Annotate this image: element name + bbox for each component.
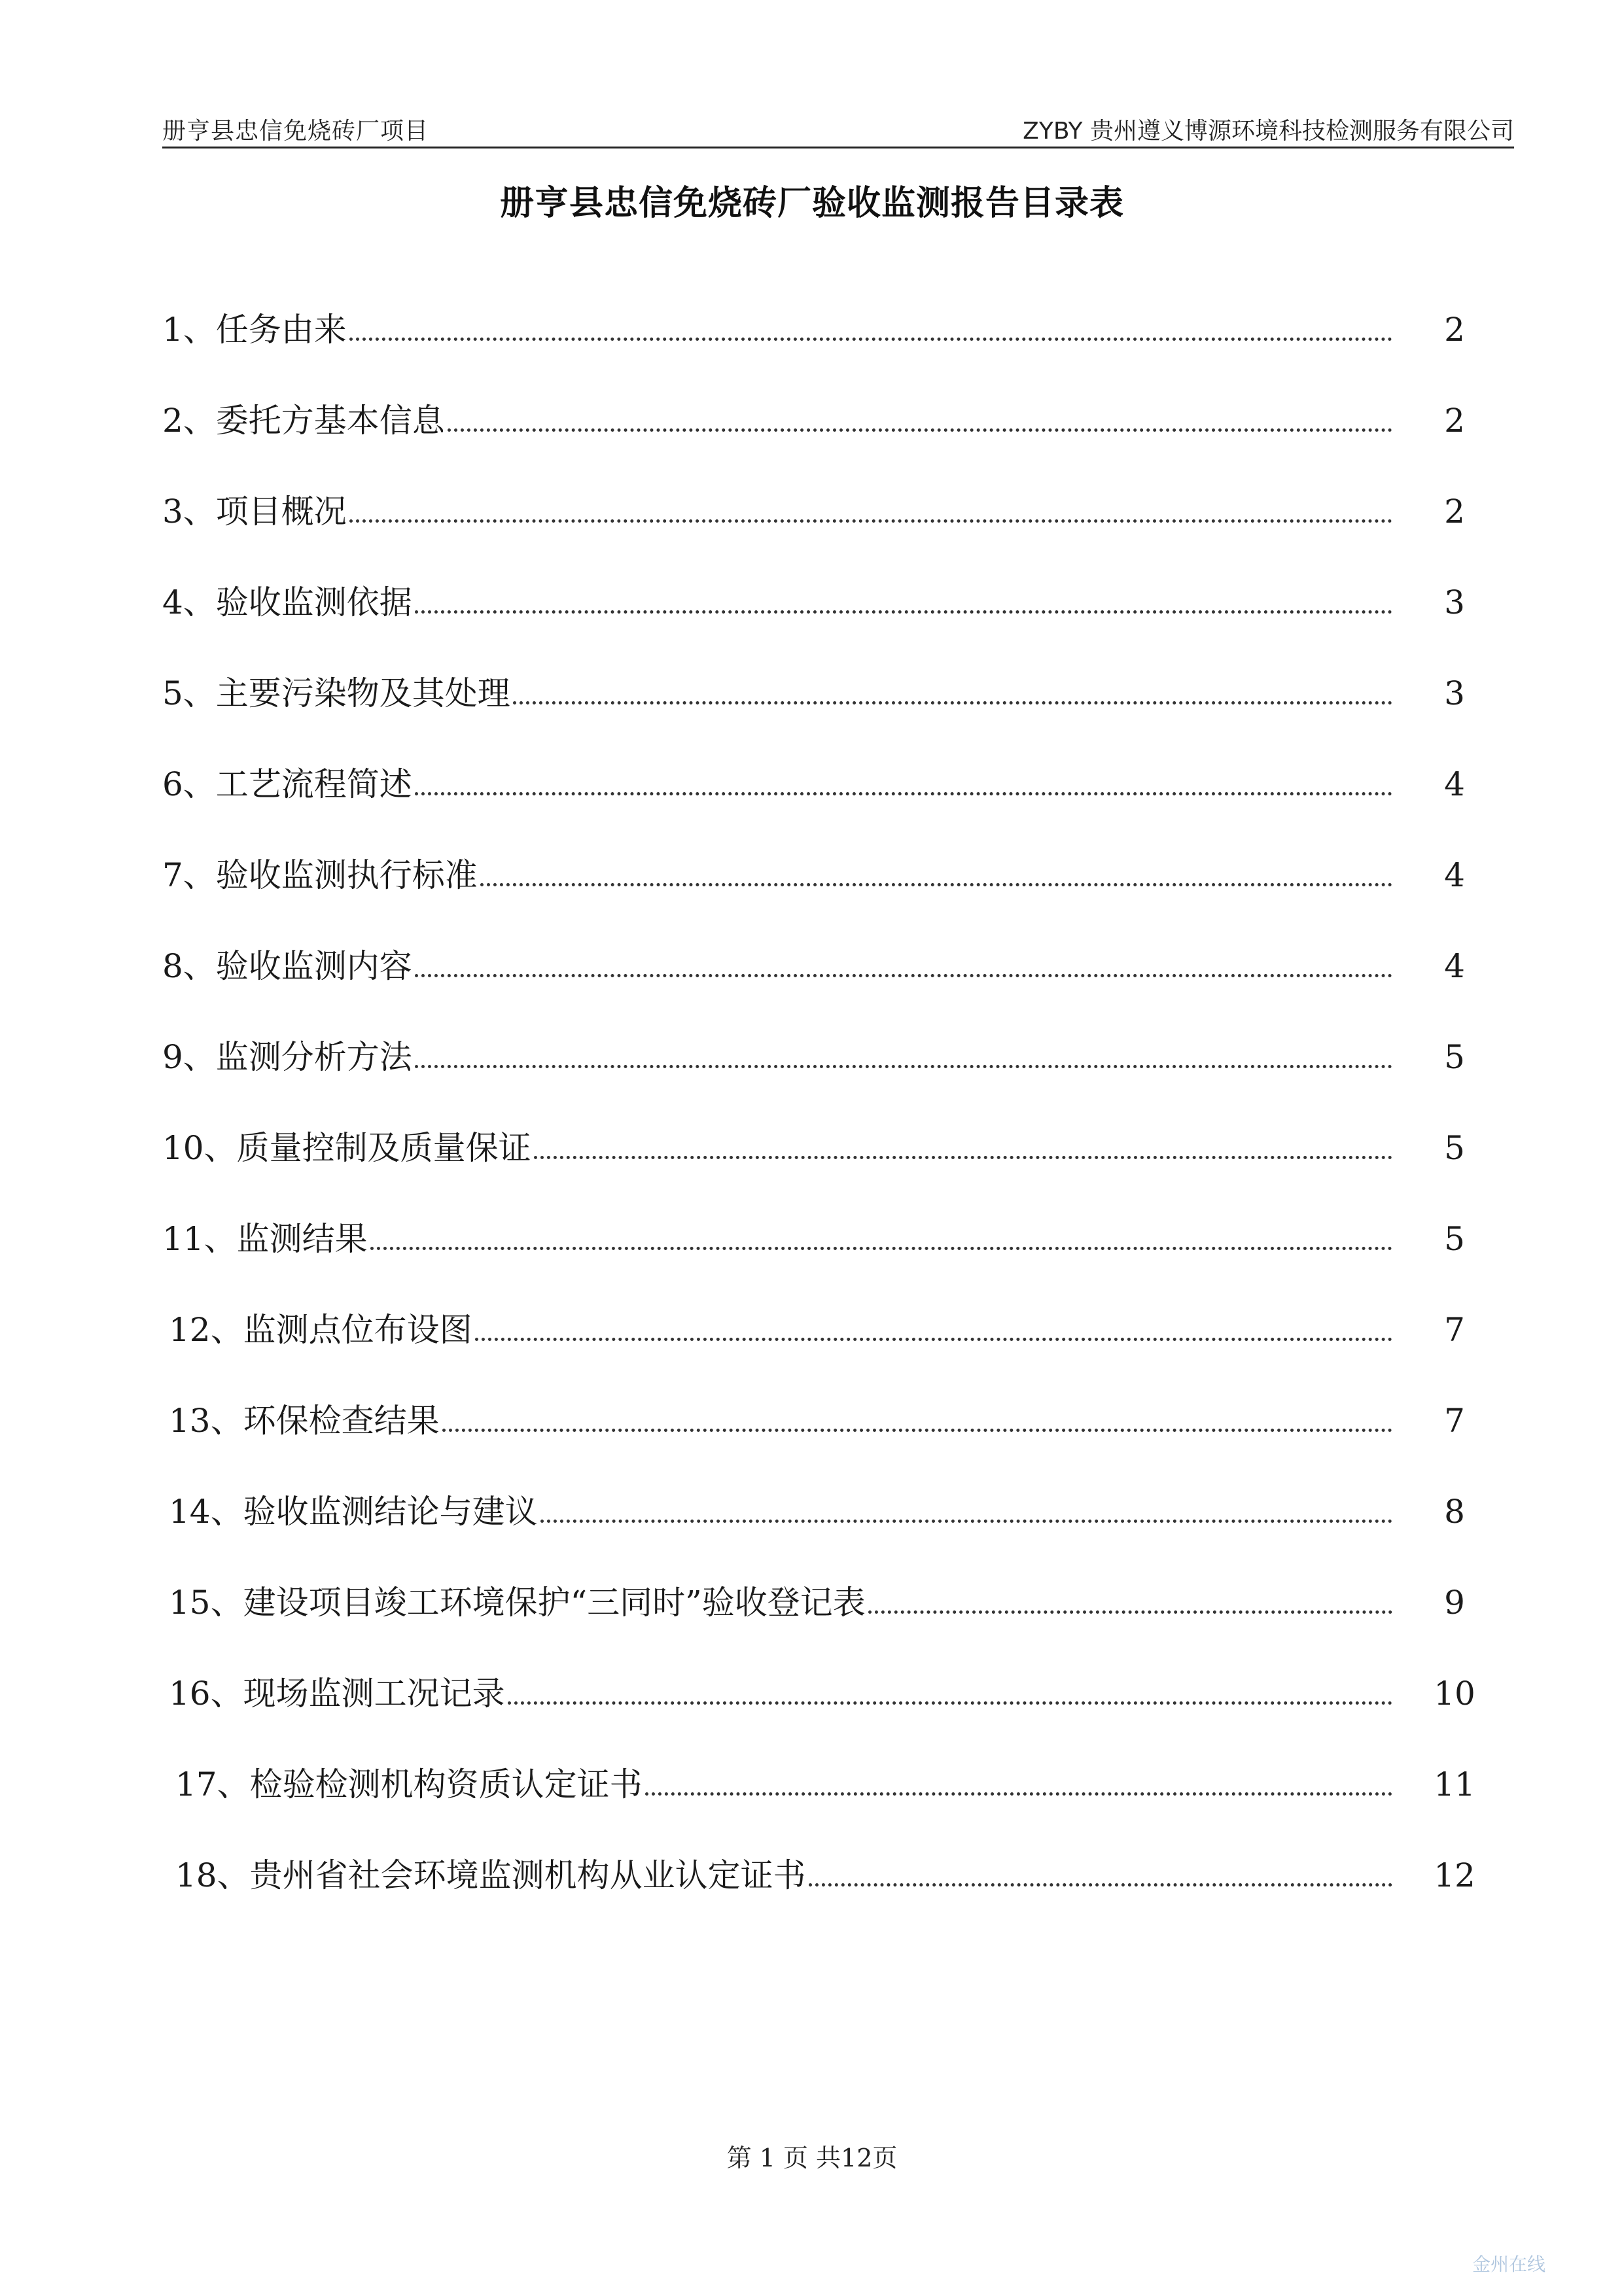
- toc-leader: [370, 1247, 1392, 1250]
- toc-row[interactable]: [162, 619, 1484, 710]
- toc-leader: [415, 792, 1392, 795]
- toc-row[interactable]: [162, 1073, 1484, 1167]
- toc-leader: [645, 1792, 1392, 1796]
- toc-leader: [868, 1610, 1392, 1614]
- toc-page-number: 4: [1444, 947, 1465, 985]
- toc-page-number: 2: [1444, 493, 1465, 531]
- toc-page-number: 5: [1444, 1220, 1465, 1258]
- toc-label: 11、监测结果: [162, 1220, 368, 1258]
- toc-label: 12、监测点位布设图: [169, 1311, 472, 1349]
- table-of-contents: [162, 255, 1484, 1892]
- toc-page-number: 9: [1444, 1584, 1465, 1622]
- toc-label: 4、验收监测依据: [162, 583, 412, 621]
- toc-label: 5、主要污染物及其处理: [162, 674, 510, 712]
- toc-row[interactable]: [162, 346, 1484, 440]
- toc-page-number: 10: [1434, 1675, 1475, 1713]
- toc-label: 2、委托方基本信息: [162, 402, 445, 440]
- toc-row[interactable]: [162, 1619, 1484, 1713]
- toc-row[interactable]: [162, 710, 1484, 801]
- toc-row[interactable]: [162, 1164, 1484, 1258]
- toc-label: 6、工艺流程简述: [162, 765, 412, 803]
- toc-label: 13、环保检查结果: [169, 1402, 440, 1440]
- toc-leader: [442, 1429, 1392, 1432]
- toc-page-number: 2: [1444, 311, 1465, 349]
- toc-leader: [349, 338, 1392, 341]
- toc-row[interactable]: [162, 1801, 1484, 1892]
- toc-leader: [508, 1701, 1392, 1705]
- toc-leader: [448, 428, 1392, 432]
- toc-label: 18、贵州省社会环境监测机构从业认定证书: [175, 1856, 806, 1894]
- toc-page-number: 4: [1444, 856, 1465, 894]
- toc-label: 15、建设项目竣工环境保护“三同时”验收登记表: [169, 1584, 866, 1622]
- toc-row[interactable]: [162, 892, 1484, 983]
- toc-row[interactable]: [162, 983, 1484, 1076]
- toc-leader: [540, 1520, 1392, 1523]
- toc-label: 3、项目概况: [162, 493, 347, 531]
- toc-label: 16、现场监测工况记录: [169, 1675, 505, 1713]
- toc-leader: [475, 1338, 1392, 1341]
- toc-leader: [415, 974, 1392, 977]
- toc-page-number: 5: [1444, 1038, 1465, 1076]
- watermark-logo: 金州在线: [1472, 2253, 1545, 2275]
- toc-leader: [513, 701, 1392, 704]
- page-title: 册亨县忠信免烧砖厂验收监测报告目录表: [499, 184, 1124, 223]
- toc-label: 17、检验检测机构资质认定证书: [175, 1765, 643, 1803]
- toc-leader: [415, 610, 1392, 614]
- page-footer: 第 1 页 共12页: [726, 2144, 898, 2172]
- toc-leader: [349, 519, 1392, 523]
- toc-page-number: 7: [1444, 1402, 1465, 1440]
- toc-label: 1、任务由来: [162, 311, 347, 349]
- toc-page-number: 4: [1444, 765, 1465, 803]
- toc-row[interactable]: [162, 801, 1484, 892]
- toc-page-number: 3: [1444, 674, 1465, 712]
- toc-page-number: 8: [1444, 1493, 1465, 1531]
- toc-leader: [809, 1883, 1392, 1887]
- header-company-name: ZYBY 贵州遵义博源环境科技检测服务有限公司: [1023, 118, 1514, 145]
- toc-leader: [480, 883, 1392, 886]
- toc-row[interactable]: [162, 1346, 1484, 1440]
- toc-row[interactable]: [162, 1710, 1484, 1801]
- toc-label: 10、质量控制及质量保证: [162, 1129, 531, 1167]
- toc-label: 9、监测分析方法: [162, 1038, 412, 1076]
- toc-row[interactable]: [162, 528, 1484, 619]
- toc-page-number: 7: [1444, 1311, 1465, 1349]
- toc-label: 8、验收监测内容: [162, 947, 412, 985]
- toc-row[interactable]: [162, 1528, 1484, 1622]
- toc-row[interactable]: [162, 1255, 1484, 1349]
- toc-page-number: 3: [1444, 583, 1465, 621]
- toc-leader: [415, 1065, 1392, 1068]
- toc-page-number: 5: [1444, 1129, 1465, 1167]
- toc-label: 7、验收监测执行标准: [162, 856, 478, 894]
- toc-page-number: 12: [1434, 1856, 1475, 1894]
- toc-page-number: 2: [1444, 402, 1465, 440]
- header-project-name: 册亨县忠信免烧砖厂项目: [162, 118, 429, 145]
- toc-label: 14、验收监测结论与建议: [169, 1493, 538, 1531]
- header-divider: [162, 147, 1514, 148]
- toc-row[interactable]: [162, 1437, 1484, 1531]
- toc-row[interactable]: [162, 255, 1484, 349]
- toc-page-number: 11: [1434, 1765, 1475, 1803]
- toc-row[interactable]: [162, 437, 1484, 531]
- toc-leader: [534, 1156, 1392, 1159]
